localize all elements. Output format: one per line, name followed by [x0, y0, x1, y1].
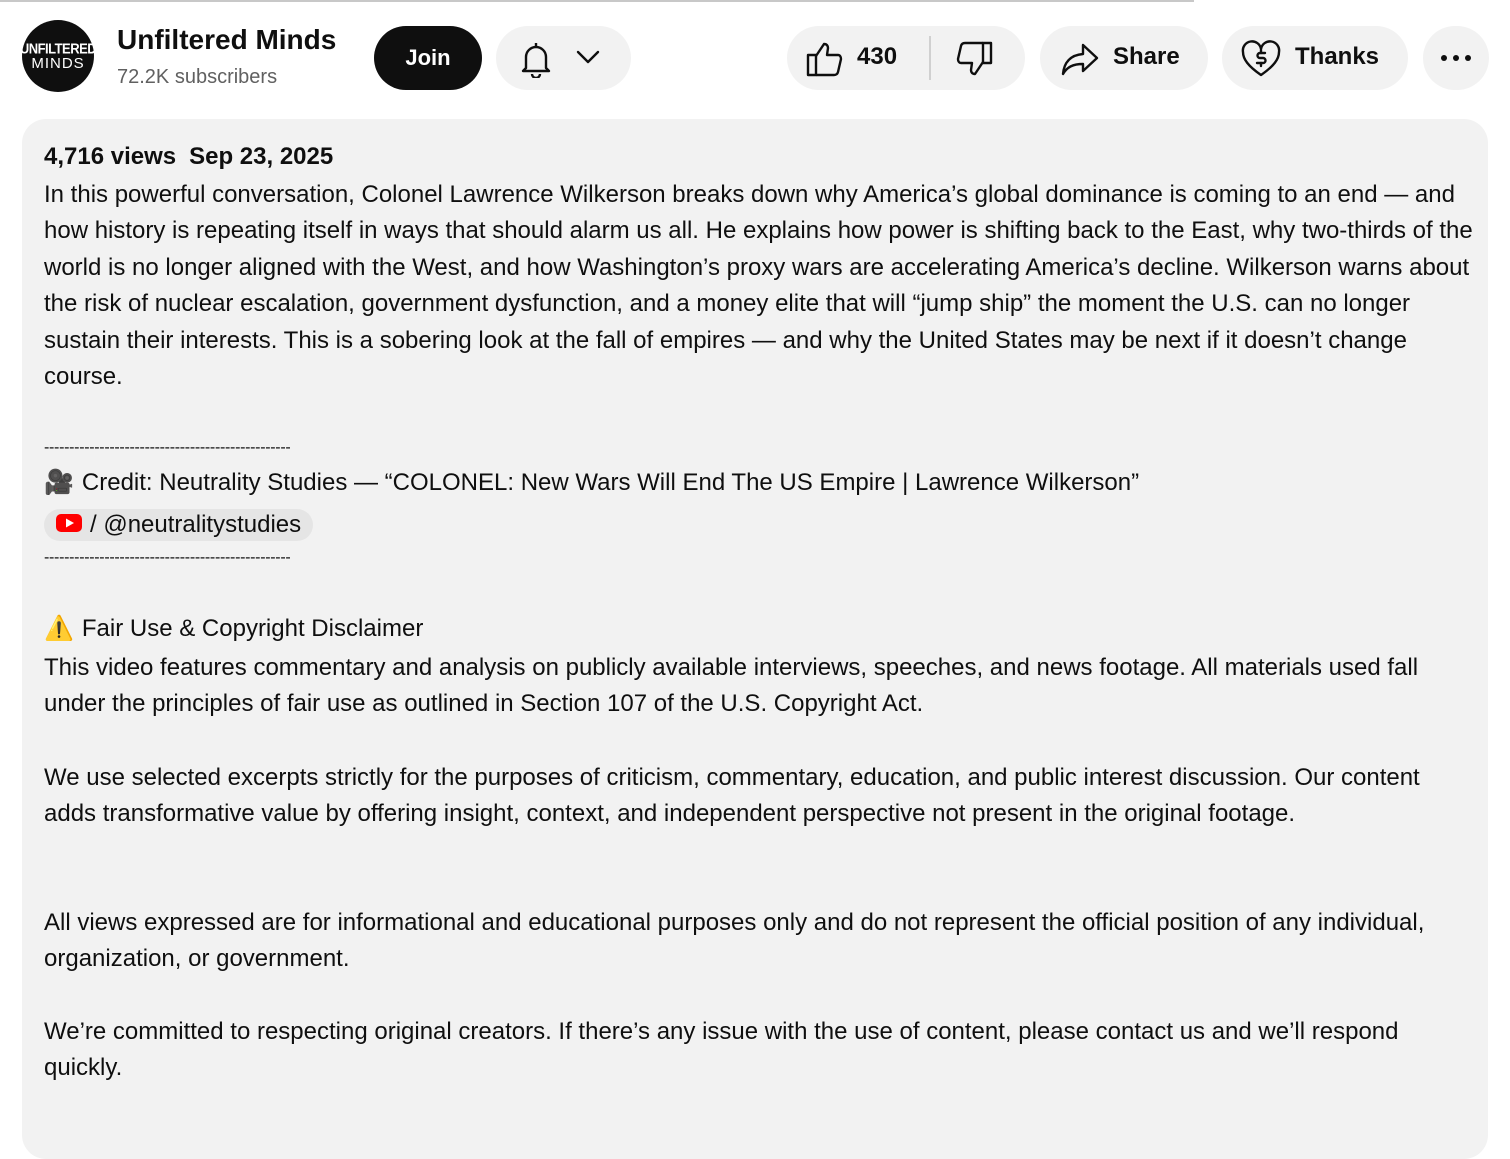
credit-text: Credit: Neutrality Studies — “COLONEL: New Wars Will End The US Empire | Lawrence Wilkerson”	[81, 468, 1140, 496]
channel-mention-text: / @neutralitystudies	[90, 511, 302, 538]
like-dislike-group	[787, 26, 1025, 90]
chevron-down-icon	[575, 48, 601, 71]
disclaimer-heading	[44, 614, 423, 643]
video-meta	[44, 143, 333, 171]
share-button[interactable]	[1040, 26, 1208, 90]
thumbs-up-icon	[805, 40, 845, 78]
separator-top: -------------------------------------------------	[44, 439, 291, 456]
like-count: 430	[857, 43, 898, 70]
share-label: Share	[1113, 43, 1180, 70]
avatar-text-line1: UNFILTERED	[19, 39, 97, 58]
youtube-logo-icon	[56, 511, 82, 539]
notifications-button[interactable]	[496, 26, 631, 90]
disclaimer-paragraph-4: We’re committed to respecting original creators. If there’s any issue with the use of content, please contact us and we’ll respond quickly.	[44, 1018, 1399, 1082]
credit-line	[44, 468, 1139, 497]
channel-avatar[interactable]	[19, 20, 97, 92]
channel-mention-chip[interactable]	[44, 509, 313, 541]
video-description[interactable]	[22, 119, 1488, 1159]
dislike-button[interactable]	[954, 40, 994, 83]
thumbs-down-icon	[954, 40, 994, 78]
description-summary: In this powerful conversation, Colonel Lawrence Wilkerson breaks down why America’s global dominance is coming to an end — and how history is repeating itself in ways that should alarm us all. He explains how power is shifting back to the East, why two-thirds of the world is no longer aligned with the West, and how Washington’s proxy wars are accelerating America’s decline. Wilkerson warns about the risk of nuclear escalation, government dysfunction, and a money elite that will “jump ship” the moment the U.S. can no longer sustain their interests. This is a sobering look at the fall of empires — and why the United States may be next if it doesn’t change course.	[44, 181, 1473, 391]
view-count: 4,716 views	[44, 143, 177, 170]
upload-date: Sep 23, 2025	[189, 143, 334, 170]
disclaimer-paragraph-2: We use selected excerpts strictly for the purposes of criticism, commentary, education, and public interest discussion. Our content adds transformative value by offering insight, context, and independent perspective not present in the original footage.	[44, 764, 1420, 828]
disclaimer-paragraph-1: This video features commentary and analysis on publicly available interviews, speeches, and news footage. All materials used fall under the principles of fair use as outlined in Section 107 of the U.S. Copyright Act.	[44, 654, 1419, 718]
separator-bottom: -------------------------------------------------	[44, 549, 291, 566]
more-horizontal-icon	[1440, 49, 1472, 67]
share-icon	[1060, 42, 1100, 81]
thanks-button[interactable]	[1222, 26, 1408, 90]
more-actions-button[interactable]	[1423, 26, 1489, 90]
avatar-text-line2: MINDS	[31, 55, 85, 72]
channel-name[interactable]: Unfiltered Minds	[117, 24, 337, 55]
disclaimer-title: Fair Use & Copyright Disclaimer	[81, 614, 424, 642]
disclaimer-paragraph-3: All views expressed are for informational and educational purposes only and do not represent the official position of any individual, organization, or government.	[44, 909, 1425, 973]
thanks-label: Thanks	[1295, 43, 1380, 70]
join-button[interactable]: Join	[374, 26, 482, 90]
heart-dollar-icon	[1240, 39, 1282, 84]
like-divider	[929, 36, 931, 80]
video-camera-icon: 🎥	[44, 469, 74, 496]
bell-icon	[518, 40, 554, 83]
warning-icon: ⚠️	[44, 615, 74, 642]
subscriber-count: 72.2K subscribers	[117, 66, 278, 88]
like-button[interactable]	[805, 40, 845, 83]
top-divider	[0, 0, 1194, 2]
